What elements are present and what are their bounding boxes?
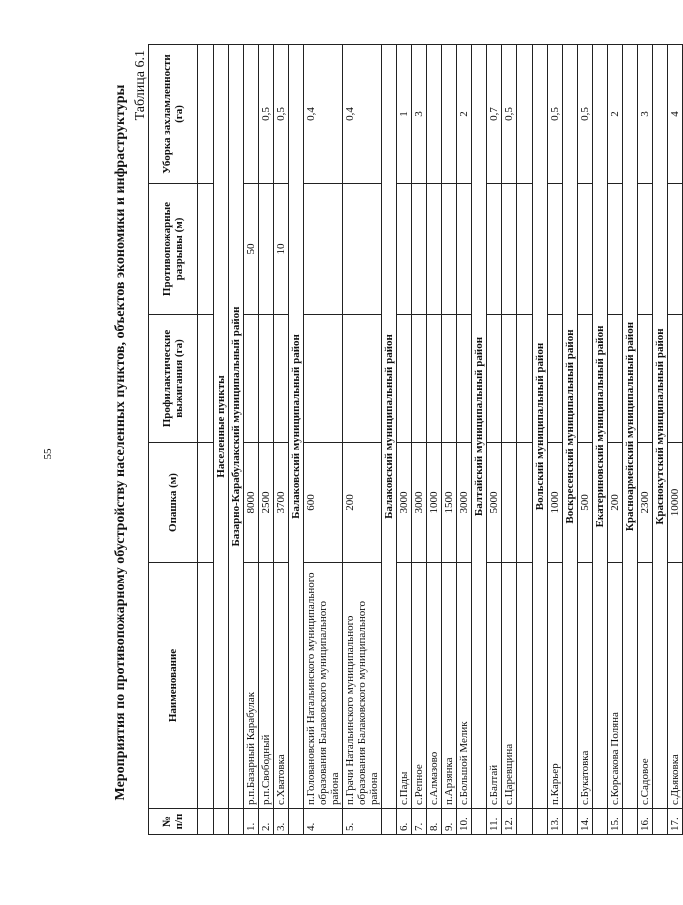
table-row bbox=[578, 45, 593, 835]
row-cleanup: 2 bbox=[608, 45, 623, 184]
row-burning bbox=[397, 315, 412, 443]
row-number: 7. bbox=[412, 809, 427, 835]
section-row bbox=[472, 45, 487, 835]
row-firebreaks bbox=[487, 184, 502, 315]
row-firebreaks bbox=[502, 184, 517, 315]
row-name: с.Корсакова Поляна bbox=[608, 563, 623, 809]
row-cleanup: 1 bbox=[397, 45, 412, 184]
row-burning bbox=[442, 315, 457, 443]
row-firebreaks bbox=[304, 184, 343, 315]
row-number: 9. bbox=[442, 809, 457, 835]
section-row bbox=[623, 45, 638, 835]
section-label: Балтайский муниципальный район bbox=[472, 45, 487, 809]
row-plowing: 600 bbox=[304, 443, 343, 563]
row-firebreaks bbox=[578, 184, 593, 315]
section-row bbox=[653, 45, 668, 835]
table-row bbox=[397, 45, 412, 835]
table-row bbox=[638, 45, 653, 835]
table-row bbox=[412, 45, 427, 835]
section-row bbox=[214, 45, 229, 835]
row-number: 6. bbox=[397, 809, 412, 835]
row-cleanup: 0,4 bbox=[343, 45, 382, 184]
section-label: Населенные пункты bbox=[214, 45, 229, 809]
row-plowing: 500 bbox=[578, 443, 593, 563]
header-firebreaks: Противопожарные разрывы (м) bbox=[149, 184, 198, 315]
row-firebreaks: 10 bbox=[274, 184, 289, 315]
page-number: 55 bbox=[42, 448, 54, 460]
row-name: с.Садовое bbox=[638, 563, 653, 809]
row-cleanup: 0,7 bbox=[487, 45, 502, 184]
row-burning bbox=[578, 315, 593, 443]
row-name: с.Балтай bbox=[487, 563, 502, 809]
row-burning bbox=[304, 315, 343, 443]
row-burning bbox=[638, 315, 653, 443]
table-row bbox=[259, 45, 274, 835]
row-burning bbox=[427, 315, 442, 443]
row-plowing: 2300 bbox=[638, 443, 653, 563]
table-row bbox=[244, 45, 259, 835]
section-label: Красноармейский муниципальный район bbox=[623, 45, 638, 809]
row-number: 13. bbox=[548, 809, 563, 835]
row-firebreaks bbox=[608, 184, 623, 315]
table-label: Таблица 6.1 bbox=[133, 50, 148, 121]
row-plowing: 8000 bbox=[244, 443, 259, 563]
row-plowing: 3000 bbox=[457, 443, 472, 563]
row-name: п.Карьер bbox=[548, 563, 563, 809]
row-plowing: 3000 bbox=[397, 443, 412, 563]
row-number: 8. bbox=[427, 809, 442, 835]
row-cleanup: 3 bbox=[638, 45, 653, 184]
row-cleanup: 3 bbox=[412, 45, 427, 184]
row-firebreaks bbox=[668, 184, 683, 315]
spacer-row bbox=[517, 45, 533, 835]
row-firebreaks bbox=[343, 184, 382, 315]
section-label: Вольский муниципальный район bbox=[533, 45, 548, 809]
row-cleanup: 0,5 bbox=[578, 45, 593, 184]
section-row bbox=[533, 45, 548, 835]
row-plowing: 1500 bbox=[442, 443, 457, 563]
section-label: Воскресенский муниципальный район bbox=[563, 45, 578, 809]
row-burning bbox=[668, 315, 683, 443]
table-row bbox=[668, 45, 683, 835]
table-row bbox=[427, 45, 442, 835]
row-firebreaks bbox=[427, 184, 442, 315]
section-row bbox=[382, 45, 397, 835]
row-name: п.Грачи Натальинского муниципального образования Балаковского муниципального района bbox=[343, 563, 382, 809]
row-cleanup: 0,5 bbox=[548, 45, 563, 184]
row-firebreaks bbox=[259, 184, 274, 315]
row-name: с.Букатовка bbox=[578, 563, 593, 809]
header-name: Наименование bbox=[149, 563, 198, 809]
row-number: 14. bbox=[578, 809, 593, 835]
row-burning bbox=[343, 315, 382, 443]
row-cleanup: 4 bbox=[668, 45, 683, 184]
row-plowing: 1000 bbox=[427, 443, 442, 563]
row-burning bbox=[274, 315, 289, 443]
section-label: Балаковский муниципальный район bbox=[382, 45, 397, 809]
table-row bbox=[274, 45, 289, 835]
row-cleanup: 0,5 bbox=[502, 45, 517, 184]
section-label: Краснокутский муниципальный район bbox=[653, 45, 668, 809]
row-plowing: 1000 bbox=[548, 443, 563, 563]
row-name: п.Арзянка bbox=[442, 563, 457, 809]
row-name: п.Головановский Натальинского муниципального образования Балаковского муниципального района bbox=[304, 563, 343, 809]
row-plowing bbox=[502, 443, 517, 563]
row-number: 1. bbox=[244, 809, 259, 835]
row-name: р.п.Базарный Карабулак bbox=[244, 563, 259, 809]
section-row bbox=[229, 45, 244, 835]
row-plowing: 3700 bbox=[274, 443, 289, 563]
row-name: с.Дьяковка bbox=[668, 563, 683, 809]
section-label: Балаковский муниципальный район bbox=[289, 45, 304, 809]
row-firebreaks bbox=[457, 184, 472, 315]
row-firebreaks bbox=[412, 184, 427, 315]
row-number: 16. bbox=[638, 809, 653, 835]
table-row bbox=[608, 45, 623, 835]
row-firebreaks bbox=[638, 184, 653, 315]
row-name: с.Большой Мелик bbox=[457, 563, 472, 809]
table-row bbox=[487, 45, 502, 835]
table-row bbox=[442, 45, 457, 835]
row-number: 3. bbox=[274, 809, 289, 835]
row-number: 12. bbox=[502, 809, 517, 835]
rotated-page-content bbox=[113, 50, 681, 835]
table-header-row bbox=[149, 45, 198, 835]
row-cleanup: 0,5 bbox=[259, 45, 274, 184]
row-firebreaks bbox=[397, 184, 412, 315]
header-plowing: Опашка (м) bbox=[149, 443, 198, 563]
row-burning bbox=[412, 315, 427, 443]
row-number: 5. bbox=[343, 809, 382, 835]
row-burning bbox=[487, 315, 502, 443]
row-burning bbox=[457, 315, 472, 443]
row-number: 10. bbox=[457, 809, 472, 835]
header-number: № п/п bbox=[149, 809, 198, 835]
row-cleanup bbox=[244, 45, 259, 184]
header-burning: Профилактические выжигания (га) bbox=[149, 315, 198, 443]
row-name: р.п.Свободный bbox=[259, 563, 274, 809]
document-title: Мероприятия по противопожарному обустройству населенных пунктов, объектов экономики и инфраструктуры bbox=[113, 84, 128, 801]
row-burning bbox=[502, 315, 517, 443]
row-plowing: 200 bbox=[608, 443, 623, 563]
row-firebreaks: 50 bbox=[244, 184, 259, 315]
row-cleanup: 0,4 bbox=[304, 45, 343, 184]
section-label: Екатериновский муниципальный район bbox=[593, 45, 608, 809]
row-cleanup: 0,5 bbox=[274, 45, 289, 184]
row-cleanup: 2 bbox=[457, 45, 472, 184]
row-burning bbox=[548, 315, 563, 443]
row-firebreaks bbox=[548, 184, 563, 315]
row-number: 11. bbox=[487, 809, 502, 835]
row-burning bbox=[259, 315, 274, 443]
row-number: 15. bbox=[608, 809, 623, 835]
row-firebreaks bbox=[442, 184, 457, 315]
row-cleanup bbox=[442, 45, 457, 184]
row-number: 17. bbox=[668, 809, 683, 835]
section-row bbox=[593, 45, 608, 835]
row-plowing: 2500 bbox=[259, 443, 274, 563]
row-name: с.Алмазово bbox=[427, 563, 442, 809]
table-row bbox=[343, 45, 382, 835]
row-burning bbox=[608, 315, 623, 443]
row-number: 2. bbox=[259, 809, 274, 835]
row-name: с.Репное bbox=[412, 563, 427, 809]
row-plowing: 3000 bbox=[412, 443, 427, 563]
row-number: 4. bbox=[304, 809, 343, 835]
row-name: с.Хватовка bbox=[274, 563, 289, 809]
section-label: Базарно-Карабулакский муниципальный район bbox=[229, 45, 244, 809]
row-name: с.Пады bbox=[397, 563, 412, 809]
spacer-row bbox=[198, 45, 214, 835]
row-cleanup bbox=[427, 45, 442, 184]
fire-measures-table bbox=[148, 44, 683, 835]
table-row bbox=[457, 45, 472, 835]
header-cleanup: Уборка захламленности (га) bbox=[149, 45, 198, 184]
row-plowing: 5000 bbox=[487, 443, 502, 563]
row-name: с.Царевщина bbox=[502, 563, 517, 809]
table-row bbox=[304, 45, 343, 835]
row-burning bbox=[244, 315, 259, 443]
section-row bbox=[289, 45, 304, 835]
row-plowing: 200 bbox=[343, 443, 382, 563]
table-row bbox=[502, 45, 517, 835]
row-plowing: 10000 bbox=[668, 443, 683, 563]
section-row bbox=[563, 45, 578, 835]
table-row bbox=[548, 45, 563, 835]
